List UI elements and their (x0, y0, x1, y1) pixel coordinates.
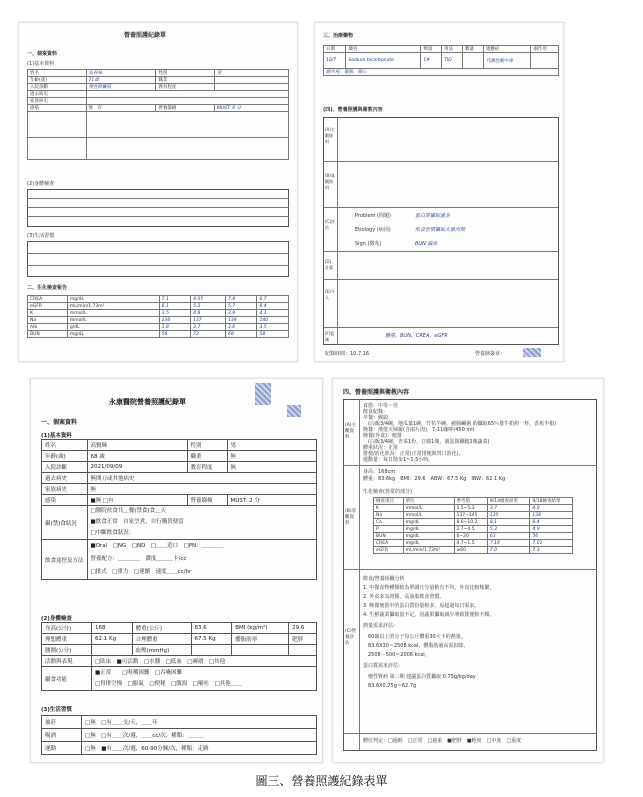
sheet1-lab-table (27, 295, 289, 338)
sheet2-section3: 三、治療藥物 (323, 33, 354, 39)
table-row: 入院診斷 2021/09/09 教育程度 無 (42, 462, 317, 473)
etiology-text: 飲食習慣攝取大量肉類 (415, 227, 466, 233)
table-row: 姓名 吳春妹 性別 男 (28, 70, 289, 77)
assessment-label: (C)評估 (325, 219, 335, 230)
assessment-label: (C)營養評估 (345, 629, 357, 646)
dietitian-signature-label: 營養師簽章： (475, 351, 506, 357)
table-row: CREA mg/dL 7.1 8.05 7.4 6.7 (28, 296, 289, 303)
objective-line-1: 身高：168cm (363, 469, 396, 475)
table-row: Na mmol/L 137~145 135 138 (374, 512, 573, 519)
table-row: 過去病史 (28, 91, 289, 98)
basic-info-table (41, 439, 317, 580)
lab-table (373, 497, 573, 554)
objective-label: (B)客觀資料 (345, 509, 357, 526)
habit-table (41, 715, 317, 755)
table-row: 身高(公分) 168 體重(公斤) 83.6 BMI (kg/m²) 29.6 (42, 623, 317, 634)
sign-label: Sign (徵兆) (355, 241, 382, 247)
sheet1-title: 營養照護紀錄單 (124, 32, 167, 39)
sign-text: BUN 偏高 (415, 241, 438, 247)
problem-text: 蛋白質攝取過多 (415, 213, 451, 219)
sheet1-sub3: (3)生活習慣 (27, 233, 55, 239)
stamp-seal-top (255, 383, 271, 405)
sheet1-sub2: (2)身體檢查 (27, 181, 55, 187)
table-row: 10/7 Sodium bicarbonate 1# TID 代謝性酸中毒 (324, 53, 559, 69)
stamp-seal-bottom (287, 405, 301, 417)
problem-label: Problem (問題) (355, 213, 391, 219)
table-row: eGFR mL/min/1.73m² 6.1 5.3 5.7 6.4 (28, 303, 289, 310)
table-row: 副作用：腹脹、噁心 (324, 69, 559, 76)
drug-table (323, 45, 559, 76)
table-row: Na mmol/L 136 137 139 140 (28, 317, 289, 324)
sheet3-section1: 一、個案資料 (41, 419, 78, 426)
table-row: 活動與表現 □臥床 ■可活動 □水腫 □低血 □褥瘡 □其他 (42, 656, 317, 667)
assessment-lines: 飲食/營養相關分析 1. 中餐食物種類較為單調且分量稍有不均，外食比較頻繁。 2. 外食多為肉類，高油脂飲食習慣。 3. 晚餐便當中的蛋白質份量較多，易超過每日需求。 4. 生鮮蔬菜攝取量不足，因蔬果攝取減少導致排便較不順。 熱量需求評估： 60歲以上的分子每公斤體重30大卡的熱量。 83.6X30＝2508 kcal，體脂肪過高需扣除， 2508－500＝2008 kcal。 蛋白質需求評估： 慢性腎病 第三期 建議蛋白質攝取 0.75g/kg/day 83.6X0.75g＝62.7g (363, 576, 495, 689)
sheet2-section4: (四)、營養照護與衛教內容 (323, 107, 383, 113)
table-row: 腰圍(公分) 血壓(mmHg) (42, 645, 317, 656)
table-row: 年齡(歲) 68 歲 職業 無 (42, 451, 317, 462)
table-row: 喝酒 □無 □有＿＿次/週，＿＿cc/次，種類：＿＿＿ (42, 729, 317, 742)
table-row: 抽菸 □無 □有＿＿支/天，＿＿年 (42, 716, 317, 729)
body-exam-table (41, 622, 317, 691)
figure-caption: 圖三、營養照護紀錄表單 (255, 774, 388, 788)
intervention-label: (E)介入 (325, 289, 335, 300)
table-row: BUN mg/dL 56 72 69 58 (28, 331, 289, 338)
body-status-line: 體位判定：□過輕 □正常 □過重 ■肥胖 ■輕度 □中度 □重度 (363, 738, 522, 744)
lab-title: 生化檢查(異常的部分) (363, 489, 412, 495)
sheet4-section4: 四、營養照護與衛教內容 (343, 389, 410, 396)
monitor-label: (F)監測 (325, 331, 335, 342)
table-row: 家族病史 (28, 98, 289, 105)
table-row: 姓名 高賢輝 性別 男 (42, 440, 317, 451)
subjective-lines: 食慾：中等～佳 飲食紀錄： 早餐：饅頭 (白飯3/4碗，地瓜葉1碗，竹筍半碗，豬腸鹹粥 約攝取65％量牛奶約一杯，香蕉半根) 晚餐：漢堡天婦羅(含兩片肉)，7-11咖啡(450 ml) 晚餐(外食)：便當 (白飯3/4碗，青菜1份，豆腐1塊，滷蛋與雞腿2塊蔬菜) 體重狀況：正常 排便/消化狀況：正常(正常排便與胃口消化)。 運動量：每日散步1~1.5小時。 (363, 403, 557, 463)
table-row: 感染 無 有 營養篩檢 MUST: 0 分 (28, 105, 289, 112)
etiology-label: Etiology (病因) (355, 227, 391, 233)
sheet1-section1: 一、個案資料 (27, 51, 58, 57)
nutrition-record-sheet-1 (18, 22, 298, 362)
table-row: K mmol/L 3.5~5.3 3.7 4.0 (374, 505, 573, 512)
table-row: 飲食途徑及方法 ■Oral □NG □ND □＿＿造口 □PN：＿＿＿＿ 營養配方：＿＿＿＿ 濃度＿＿＿卡/cc □批式 □重力 □連續 速度＿＿cc/hr (42, 540, 317, 580)
table-row: Ca mg/dL 8.6~10.2 8.1 8.4 (374, 519, 573, 526)
sheet1-basic-table (27, 69, 289, 160)
table-row: 運動 □無 ■有＿＿次/週，60-90分鐘/次，種類：走路 (42, 742, 317, 755)
table-row: 年齡(歲) 71歲 職業 (28, 77, 289, 84)
table-row: 入院診斷 慢性腎臟病 教育程度 (28, 84, 289, 91)
objective-label: (B)客觀資料 (325, 173, 335, 190)
table-row: P mg/dL 2.7~4.5 5.3 4.9 (374, 526, 573, 533)
objective-line-2: 體重：83.6kg BMI：29.6 ABW：67.5 Kg IBW：62.1 Kg (363, 476, 506, 482)
table-row: 家族病史 無 (42, 484, 317, 495)
table-row: CREA mg/dL 0.7~1.5 7.16 7.01 (374, 540, 573, 547)
table-row: 檢查項目 單位 參考值 9/14檢查結果 9/18檢查結果 (374, 498, 573, 505)
table-row: 攝(禁)食狀況 □醫院伙食共＿餐(禁食)食＿天 ■飲食正常 自家烹煮，自行購買便當 □中斷飲食狀況： (42, 506, 317, 540)
table-row: 日期 藥名 劑量 用法 數量 適應症 副作用 (324, 46, 559, 53)
nutrition-record-sheet-3 (30, 378, 323, 763)
subjective-label: (A)主觀資料 (345, 423, 357, 440)
table-row: K mmol/L 3.5 4.8 3.9 4.1 (28, 310, 289, 317)
table-row: 理想體重 62.1 Kg 合理體重 67.5 Kg 體脂肪率 肥胖 (42, 634, 317, 645)
table-row: 感染 ■無 □有 營養篩檢 MUST: 2 分 (42, 495, 317, 506)
plan-label: (D)計畫 (325, 259, 333, 270)
sheet3-sub3: (3)生活習慣 (41, 707, 72, 713)
table-row: eGFR mL/min/1.73m² ≥60 7.0 7.3 (374, 547, 573, 554)
table-row: 攝食功能 ■正常 □咀嚼困難 □吞嚥困難 □胃排空慢 □脹氣 □便秘 □腹瀉 □嘔吐 □其他＿＿ (42, 667, 317, 691)
subjective-label: (A)主觀資料 (325, 127, 335, 144)
monitor-text: 體重、BUN、CREA、eGFR (385, 333, 448, 339)
dietitian-stamp (523, 348, 541, 357)
table-row: BUN mg/dL 6~20 63 56 (374, 533, 573, 540)
nutrition-record-sheet-2 (314, 22, 564, 362)
sheet3-title: 永康醫院營養照護紀錄單 (109, 398, 186, 406)
sheet1-sub1: (1)基本資料 (27, 61, 55, 67)
sheet3-sub2: (2)身體檢查 (41, 616, 72, 622)
sheet3-sub1: (1)基本資料 (41, 433, 72, 439)
record-time: 紀錄時間：10.7.16 (325, 351, 370, 357)
sheet1-body-table (27, 189, 289, 227)
sheet1-habit-table (27, 241, 289, 277)
table-row: 過去病史 無開刀或其他病史 (42, 473, 317, 484)
table-row: Alb g/dL 3.8 3.7 3.6 3.5 (28, 324, 289, 331)
sheet1-section2: 二、生化檢查報告 (27, 285, 68, 291)
nutrition-record-sheet-4 (332, 378, 604, 763)
